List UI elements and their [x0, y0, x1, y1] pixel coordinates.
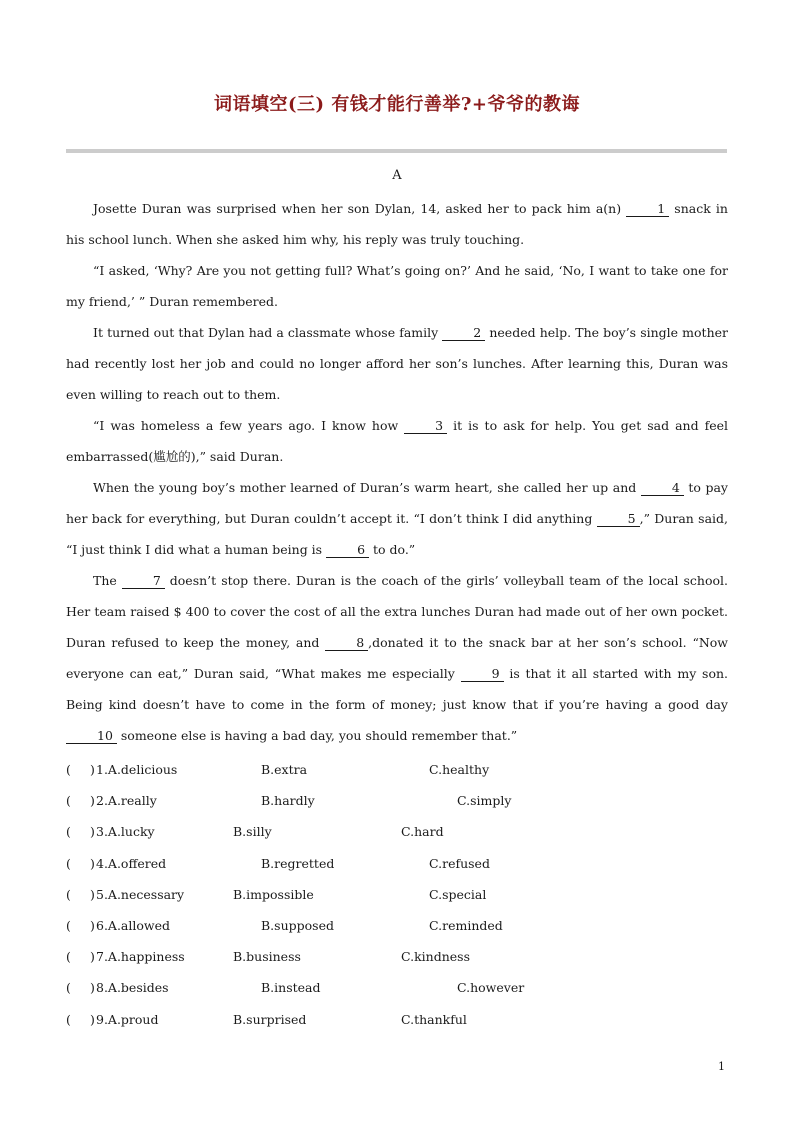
title-divider: [66, 149, 727, 153]
option-a: 8.A.besides: [96, 980, 169, 996]
option-c: C.special: [429, 886, 487, 902]
blank-10: 10: [66, 729, 117, 744]
answer-paren-open: (: [66, 1011, 71, 1027]
answer-paren-open: (: [66, 980, 71, 996]
blank-3: 3: [404, 419, 447, 434]
question-row: [66, 1004, 728, 1035]
passage-text: “I was homeless a few years ago. I know how: [93, 418, 405, 433]
answer-paren-open: (: [66, 762, 71, 777]
answer-paren-close: ): [90, 855, 95, 871]
passage-text: is that it all started with my son. Being kind doesn’t have to come in the form of money; just know that if you’re having a good day: [66, 666, 728, 712]
passage: [66, 193, 728, 751]
question-row: [66, 816, 728, 847]
passage-text: Josette Duran was surprised when her son Dylan, 14, asked her to pack him a(n): [93, 201, 627, 216]
section-label: A: [392, 168, 402, 183]
option-c: C.thankful: [401, 1011, 467, 1027]
answer-paren-close: ): [90, 949, 95, 965]
answer-paren-close: ): [90, 980, 95, 996]
answer-paren-open: (: [66, 949, 71, 965]
answer-paren-open: (: [66, 793, 71, 809]
answer-paren-close: ): [90, 793, 95, 809]
question-row: [66, 910, 728, 941]
passage-text: snack in his school lunch. When she asked him why, his reply was truly touching.: [66, 201, 728, 247]
question-row: [66, 754, 728, 785]
option-a: 4.A.offered: [96, 855, 167, 871]
passage-text: to pay her back for everything, but Duran couldn’t accept it. “I don’t think I did anything: [66, 480, 728, 526]
option-c: C.simply: [457, 793, 512, 809]
answer-paren-open: (: [66, 917, 71, 933]
page-number: 1: [718, 1060, 725, 1073]
option-a: 6.A.allowed: [96, 917, 170, 933]
option-b: B.supposed: [261, 917, 334, 933]
passage-text: When the young boy’s mother learned of Duran’s warm heart, she called her up and: [93, 480, 641, 495]
option-c: C.refused: [429, 855, 490, 871]
blank-9: 9: [461, 667, 504, 682]
blank-2: 2: [442, 326, 485, 341]
question-row: [66, 848, 728, 879]
option-a: 9.A.proud: [96, 1011, 159, 1027]
blank-6: 6: [326, 543, 369, 558]
passage-text: needed help. The boy’s single mother had recently lost her job and could no longer afford her son’s lunches. After learning this, Duran was even willing to reach out to them.: [66, 325, 728, 402]
page-title: 词语填空(三) 有钱才能行善举?+爷爷的教诲: [214, 94, 580, 115]
option-a: 3.A.lucky: [96, 824, 155, 840]
option-c: C.however: [457, 980, 525, 996]
answer-paren-close: ): [90, 917, 95, 933]
passage-text: it is to ask for help. You get sad and feel embarrassed(尴尬的),” said Duran.: [66, 418, 728, 464]
answer-paren-open: (: [66, 855, 71, 871]
blank-7: 7: [122, 574, 165, 589]
answer-paren-close: ): [90, 762, 95, 777]
option-c: C.kindness: [401, 949, 470, 965]
option-b: B.instead: [261, 980, 321, 996]
answer-paren-open: (: [66, 824, 71, 840]
passage-text: It turned out that Dylan had a classmate whose family: [93, 325, 443, 340]
answer-paren-open: (: [66, 886, 71, 902]
paragraph-4: [66, 410, 728, 472]
question-row: [66, 941, 728, 972]
option-b: B.business: [233, 949, 301, 965]
answer-paren-close: ): [90, 886, 95, 902]
option-b: B.silly: [233, 824, 272, 840]
option-b: B.regretted: [261, 855, 335, 871]
option-b: B.hardly: [261, 793, 315, 809]
paragraph-3: [66, 317, 728, 410]
passage-text: to do.”: [369, 542, 416, 557]
paragraph-2: “I asked, ‘Why? Are you not getting full? What’s going on?’ And he said, ‘No, I want to take one for my friend,’ ” Duran remembered.: [66, 263, 728, 309]
option-c: C.hard: [401, 824, 444, 840]
option-a: 2.A.really: [96, 793, 157, 809]
blank-5: 5: [597, 512, 640, 527]
blank-8: 8: [325, 636, 368, 651]
option-a: 7.A.happiness: [96, 949, 185, 965]
passage-text: The: [93, 573, 122, 588]
question-list: [66, 754, 728, 1035]
question-row: [66, 785, 728, 816]
option-b: B.extra: [261, 762, 308, 777]
answer-paren-close: ): [90, 824, 95, 840]
passage-text: ,” Duran said, “I just think I did what a human being is: [66, 511, 728, 557]
option-c: C.reminded: [429, 917, 503, 933]
blank-4: 4: [641, 481, 684, 496]
option-c: C.healthy: [429, 762, 490, 777]
question-row: [66, 879, 728, 910]
option-b: B.surprised: [233, 1011, 307, 1027]
blank-1: 1: [626, 202, 669, 217]
passage-text: ,donated it to the snack bar at her son’s school. “Now everyone can eat,” Duran said, “What makes me especially: [66, 635, 728, 681]
passage-text: doesn’t stop there. Duran is the coach of the girls’ volleyball team of the local school. Her team raised $ 400 to cover the cost of all the extra lunches Duran had made out of her own pocket. Duran refused to keep the money, and: [66, 573, 728, 650]
option-b: B.impossible: [233, 886, 314, 902]
passage-text: someone else is having a bad day, you should remember that.”: [116, 728, 518, 743]
option-a: 1.A.delicious: [96, 762, 178, 777]
paragraph-5: [66, 472, 728, 565]
answer-paren-close: ): [90, 1011, 95, 1027]
paragraph-6: [66, 565, 728, 751]
paragraph-1: [66, 193, 728, 255]
option-a: 5.A.necessary: [96, 886, 185, 902]
question-row: [66, 972, 728, 1003]
